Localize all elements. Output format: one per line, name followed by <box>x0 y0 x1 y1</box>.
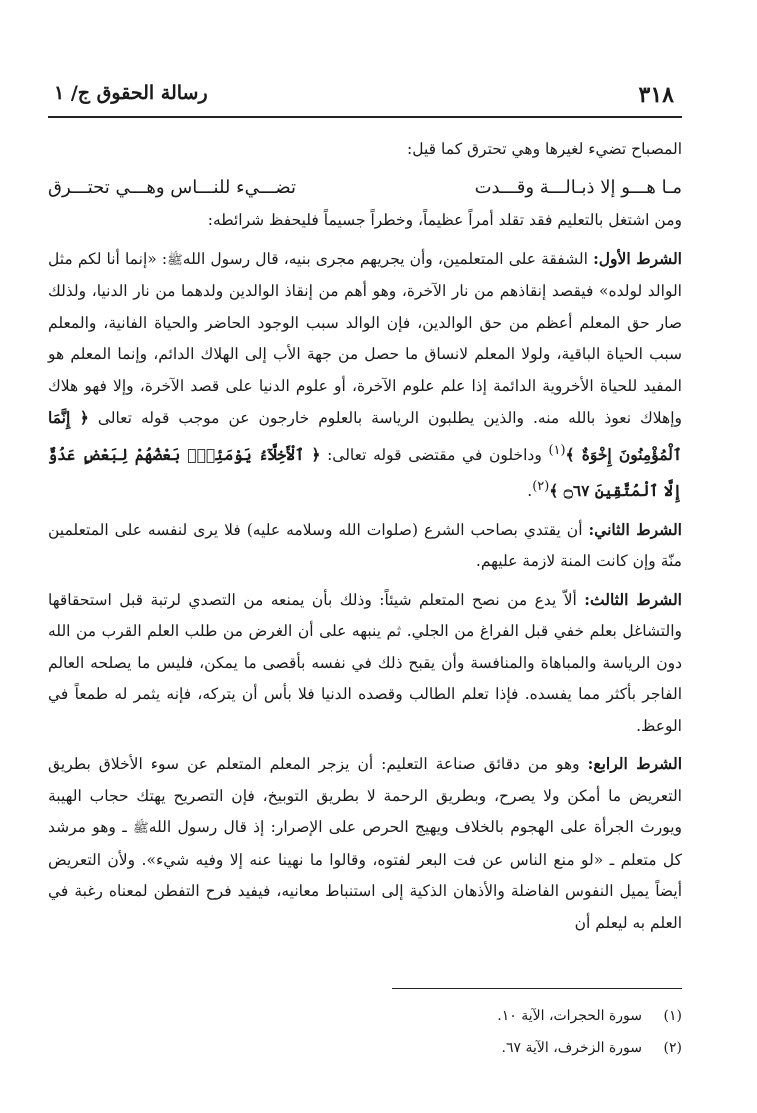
footnote-1-text: سورة الحجرات، الآية ١٠. <box>497 1008 642 1024</box>
footnote-ref-2: (٢) <box>532 479 550 495</box>
verse-first-hemistich: مـا هـــو إلا ذبـالـــة وقـــدت <box>474 176 682 198</box>
condition-2-text: أن يقتدي بصاحب الشرع (صلوات الله وسلامه عليه) فلا يرى لنفسه على المتعلمين منّة وإن كانت المنة لازمة عليهم. <box>48 520 682 571</box>
condition-1-paragraph: الشرط الأول: الشفقة على المتعلمين، وأن يجريهم مجرى بنيه، قال رسول اللهﷺ: «إنما أنا لكم مثل الوالد لولده» فيقصد إنقاذهم من نار الآخرة، وهو أهم من إنقاذ الوالدين ولدهما من نار الدنيا، ولذلك صار حق المعلم أعظم من حق الوالدين، فإن الوالد سبب الوجود الحاضر والحياة الفانية، والمعلم سبب الحياة الباقية، ولولا المعلم لانساق ما حصل من جهة الأب إلى الهلاك الدائم، وإنما المعلم هو المفيد للحياة الأخروية الدائمة إذا علم علوم الآخرة، أو علوم الدنيا على قصد الآخرة، وإلا فهو هلاك وإهلاك نعوذ بالله منه. والذين يطلبون الرياسة بالعلوم خارجون عن موجب قوله تعالى ﴿ إِنَّمَا ٱلْمُؤْمِنُونَ إِخْوَةٌ ﴾$^{(١)}$ وداخلون في مقتضى قوله تعالى: ﴿ ٱلْأَخِلَّآءُ يَوْمَئِذٍۭ بَعْضُهُمْ لِبَعْضٍ عَدُوٌّ إِلَّا ٱلْمُتَّقِينَ ۝٦٧ ﴾$^{(٢)}$. <box>48 248 682 501</box>
condition-2-paragraph <box>48 514 682 578</box>
footnotes <box>48 1000 682 1064</box>
footnote-1 <box>48 1000 682 1032</box>
condition-1-label: الشرط الأول: <box>593 248 682 268</box>
intro-line: المصباح تضيء لغيرها وهي تحترق كما قيل: <box>407 140 682 158</box>
condition-4-label: الشرط الرابع: <box>587 754 682 774</box>
footnote-2-text: سورة الزخرف، الآية ٦٧. <box>501 1040 642 1056</box>
salawat-mark: ﷺ <box>167 252 183 268</box>
quran-verse-1: ﴿ إِنَّمَا ٱلْمُؤْمِنُونَ إِخْوَةٌ ﴾ <box>48 408 682 464</box>
footnote-2-number: (٢) <box>663 1040 682 1056</box>
condition-4-text-a: وهو من دقائق صناعة التعليم: أن يزجر المعلم المتعلم عن سوء الأخلاق بطريق التعريض ما أمكن ولا يصرح، وبطريق الرحمة لا بطريق التوبيخ، فإن التصريح يهتك حجاب الهيبة ويورث الجرأة على الهجوم بالخلاف ويهيج الحرص على الإصرار: إذ قال رسول الله <box>48 755 682 837</box>
poetry-verse <box>48 172 682 204</box>
running-title: رسالة الحقوق ج/ ١ <box>54 82 208 104</box>
condition-4-text-b: ـ وهو مرشد كل متعلم ـ «لو منع الناس عن فت البعر لفتوه، وقالوا ما نهينا عنه إلا وفيه شيء». ولأن التعريض أيضاً يميل النفوس الفاضلة والأذهان الذكية إلى استنباط معانيه، فيفيد فرح التفطن لمعناه رغبة في العلم به ليعلم أن <box>48 818 682 932</box>
condition-3-text: ألاّ يدع من نصح المتعلم شيئاً: وذلك بأن يمنعه من التصدي لرتبة قبل استحقاقها والتشاغل بعلم خفي قبل الفراغ من الجلي. ثم ينبهه على أن الغرض من طلب العلم القرب من الله دون الرياسة والمباهاة والمنافسة وأن يقبح ذلك في نفسه بأقصى ما يمكن، فليس ما يصلحه العالم الفاجر بأكثر مما يفسده. فإذا تعلم الطالب وقصده الدنيا فلا بأس أن يتركه، فإنه يثمر له طمعاً في الوعظ. <box>48 590 682 735</box>
quran-verse-2: ﴿ ٱلْأَخِلَّآءُ يَوْمَئِذٍۭ بَعْضُهُمْ لِبَعْضٍ عَدُوٌّ إِلَّا ٱلْمُتَّقِينَ ۝٦٧ ﴾ <box>48 444 682 501</box>
condition-4-paragraph <box>48 748 682 939</box>
verse-second-hemistich: تضـــيء للنـــاس وهـــي تحتـــرق <box>48 176 297 198</box>
footnote-1-number: (١) <box>663 1008 682 1024</box>
footnote-2 <box>48 1032 682 1064</box>
body-text <box>48 134 682 945</box>
salawat-mark-2: ﷺ <box>133 821 149 837</box>
condition-3-paragraph <box>48 584 682 743</box>
condition-2-label: الشرط الثاني: <box>588 519 682 539</box>
condition-1-text-a: الشفقة على المتعلمين، وأن يجريهم مجرى بنيه، قال رسول الله <box>182 249 588 268</box>
condition-1-text-b: : «إنما أنا لكم مثل الوالد لولده» فيقصد إنقاذهم من نار الآخرة، وهو أهم من إنقاذ الوالدين ولدهما من نار الدنيا، ولذلك صار حق المعلم أعظم من حق الوالدين، فإن الوالد سبب الوجود الحاضر والحياة الفانية، والمعلم سبب الحياة الباقية، ولولا المعلم لانساق ما حصل من جهة الأب إلى الهلاك الدائم، وإنما المعلم هو المفيد للحياة الأخروية الدائمة إذا علم علوم الآخرة، أو علوم الدنيا على قصد الآخرة، وإلا فهو هلاك وإهلاك نعوذ بالله منه. والذين يطلبون الرياسة بالعلوم خارجون عن موجب قوله تعالى <box>48 249 682 427</box>
after-verse-paragraph: ومن اشتغل بالتعليم فقد تقلد أمراً عظيماً، وخطراً جسيماً فليحفظ شرائطه: <box>207 211 682 229</box>
footnotes-divider <box>392 988 682 989</box>
page-header <box>48 72 682 118</box>
condition-1-text-c: وداخلون في مقتضى قوله تعالى: <box>327 445 542 464</box>
footnote-ref-1: (١) <box>548 442 566 458</box>
page-number: ٣١٨ <box>638 82 674 108</box>
condition-3-label: الشرط الثالث: <box>584 589 682 609</box>
